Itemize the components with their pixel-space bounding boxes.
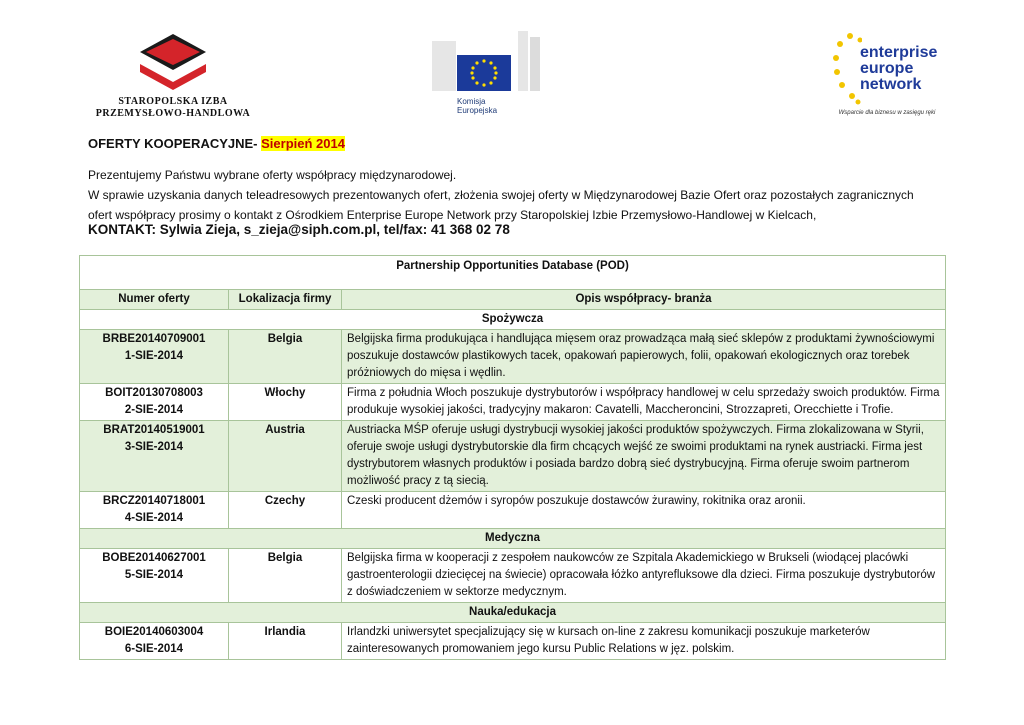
col-header-description: Opis współpracy- branża xyxy=(342,290,946,310)
offer-id: 1-SIE-2014 xyxy=(124,350,184,362)
offer-code: BOIT20130708003 xyxy=(105,387,203,399)
table-row xyxy=(80,384,946,421)
db-title: Partnership Opportunities Database (POD) xyxy=(80,256,946,290)
table-row xyxy=(80,330,946,384)
offer-location: Belgia xyxy=(229,330,342,384)
eu-building-flag-icon xyxy=(430,27,550,97)
offer-code: BRAT20140519001 xyxy=(103,424,205,436)
een-line1: enterprise xyxy=(860,44,938,61)
siph-name-line1: STAROPOLSKA IZBA xyxy=(118,96,228,107)
offer-id: 2-SIE-2014 xyxy=(124,404,184,416)
intro-text xyxy=(88,165,938,225)
table-row xyxy=(80,492,946,529)
enterprise-europe-network-logo xyxy=(832,30,942,135)
offer-code: BOBE20140627001 xyxy=(102,552,206,564)
offer-description: Firma z południa Włoch poszukuje dystrybutorów i współpracy handlowej w celu sprzedaży swoich produktów. Firma produkuje wysokiej jakości, tradycyjny makaron: Cavatelli, Maccheroncini, Strozzapreti, Orecchiette i Trofie. xyxy=(342,384,946,421)
offer-id: 3-SIE-2014 xyxy=(124,441,184,453)
offer-description: Belgijska firma w kooperacji z zespołem naukowców ze Szpitala Akademickiego w Brukseli (wiodącej placówki gastroenterologii dziecięcej na świecie) opracowała łóżko antyrefluksowe dla dzieci. Firma poszukuje dystrybutorów z doświadczeniem w sektorze medycznym. xyxy=(342,549,946,603)
siph-emblem-icon xyxy=(88,26,258,96)
offer-location: Irlandia xyxy=(229,623,342,660)
offer-id: 5-SIE-2014 xyxy=(124,569,184,581)
offers-table xyxy=(79,255,946,660)
offer-code: BRCZ20140718001 xyxy=(102,495,206,507)
intro-paragraph: W sprawie uzyskania danych teleadresowych prezentowanych ofert, złożenia swojej oferty w Międzynarodowej Bazie Ofert oraz pozostałych zagranicznych ofert współpracy prosimy o kontakt z Ośrodkiem Enterprise Europe Network przy Staropolskiej Izbie Przemysłowo-Handlowej w Kielcach, xyxy=(88,188,914,222)
offer-description: Irlandzki uniwersytet specjalizujący się w kursach on-line z zakresu komunikacji poszukuje marketerów zainteresowanych promowaniem jego kursu Public Relations w jęz. polskim. xyxy=(342,623,946,660)
table-header xyxy=(80,290,946,310)
eu-label-line1: Komisja xyxy=(457,97,486,106)
eu-label-line2: Europejska xyxy=(457,106,498,115)
offer-description: Austriacka MŚP oferuje usługi dystrybucji wysokiej jakości produktów spożywczych. Firma zlokalizowana w Styrii, oferuje swoje usługi dystrybutorskie dla firm chcących wejść ze swoimi produktami na rynek austriacki. Firma jest dystrybutorem własnych produktów i posiada bardzo dobrą sieć dystrybucyjną. Firma oferuje swoim partnerom możliwość pracy z tą siecią. xyxy=(342,421,946,492)
offer-code: BOIE20140603004 xyxy=(104,626,204,638)
offer-location: Czechy xyxy=(229,492,342,529)
category-medical: Medyczna xyxy=(80,529,946,549)
table-row xyxy=(80,421,946,492)
col-header-number: Numer oferty xyxy=(80,290,229,310)
title-highlight: Sierpień 2014 xyxy=(261,136,345,151)
offer-id: 6-SIE-2014 xyxy=(124,643,184,655)
offer-description: Czeski producent dżemów i syropów poszukuje dostawców żurawiny, rokitnika oraz aronii. xyxy=(342,492,946,529)
offer-code: BRBE20140709001 xyxy=(102,333,206,345)
siph-logo xyxy=(88,26,258,126)
col-header-location: Lokalizacja firmy xyxy=(229,290,342,310)
title-prefix: OFERTY KOOPERACYJNE- xyxy=(88,136,258,151)
siph-name-line2: PRZEMYSŁOWO-HANDLOWA xyxy=(95,108,251,119)
contact-line: KONTAKT: Sylwia Zieja, s_zieja@siph.com.pl, tel/fax: 41 368 02 78 xyxy=(88,222,510,237)
een-tagline: Wsparcie dla biznesu w zasięgu ręki xyxy=(838,110,936,116)
category-food: Spożywcza xyxy=(80,310,946,330)
logo-bar xyxy=(0,22,1024,132)
offer-description: Belgijska firma produkująca i handlująca mięsem oraz prowadząca małą sieć sklepów z produktami żywnościowymi poszukuje dostawców plastikowych tacek, opakowań papierowych, folii, opakowań ekologicznych oraz torebek próżniowych do mięsa i wędlin. xyxy=(342,330,946,384)
page-title xyxy=(88,136,345,151)
european-commission-logo xyxy=(430,27,550,122)
intro-line1: Prezentujemy Państwu wybrane oferty współpracy międzynarodowej. xyxy=(88,168,457,182)
offer-location: Belgia xyxy=(229,549,342,603)
category-science: Nauka/edukacja xyxy=(80,603,946,623)
een-line3: network xyxy=(860,76,922,93)
table-row xyxy=(80,623,946,660)
een-line2: europe xyxy=(860,60,914,77)
offer-location: Włochy xyxy=(229,384,342,421)
offer-location: Austria xyxy=(229,421,342,492)
stars-icon xyxy=(832,30,862,110)
table-row xyxy=(80,549,946,603)
offer-id: 4-SIE-2014 xyxy=(124,512,184,524)
